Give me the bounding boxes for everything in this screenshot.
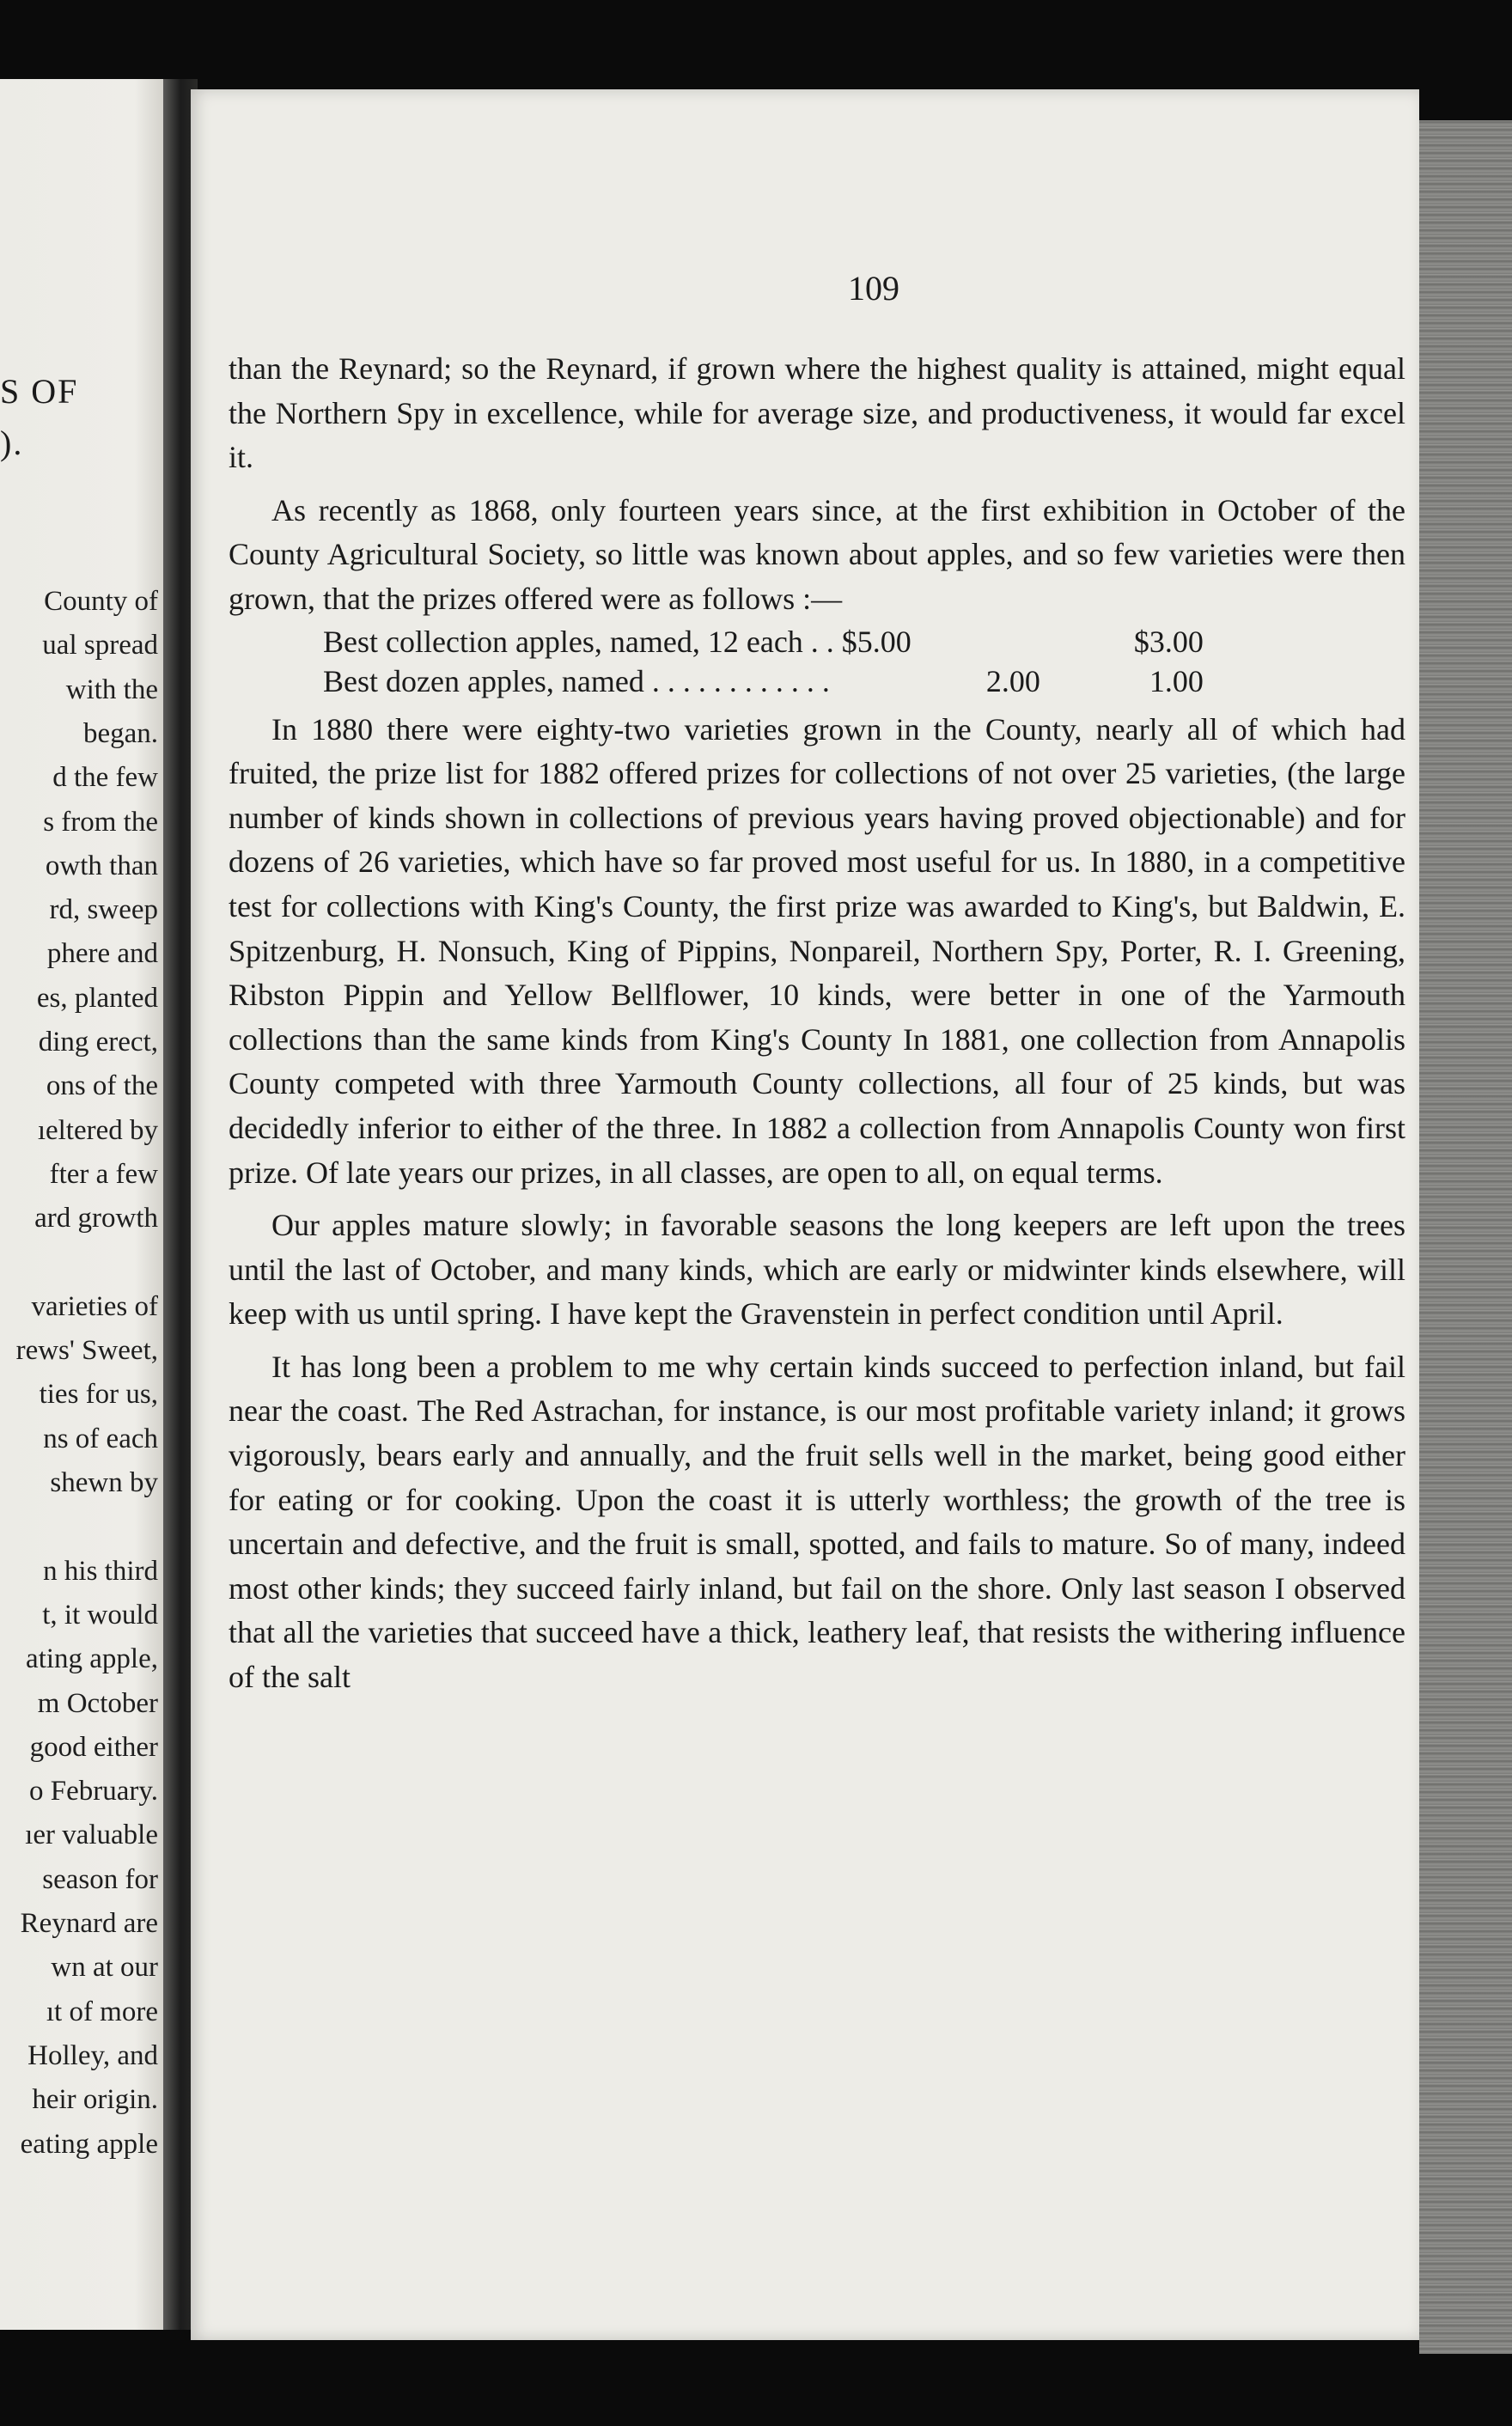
paragraph: In 1880 there were eighty-two varieties grown in the County, nearly all of which had fruited, the prize list for 1882 offered prizes for collections of not over 25 varieties, (the large number of kinds shown in collections of previous years having proved objectionable) and for dozens of 26 varieties, which have so far proved most useful for us. In 1880, in a competitive test for collections with King's County, the first prize was awarded to King's, but Baldwin, E. Spitzenburg, H. Nonsuch, King of Pippins, Nonpareil, Northern Spy, Porter, R. I. Greening, Ribston Pippin and Yellow Bellflower, 10 kinds, were better in one of the Yarmouth collections than the same kinds from King's County In 1881, one collection from Annapolis County competed with three Yarmouth County collections, all four of 25 kinds, but was decidedly inferior to either of the three. In 1882 a collection from Annapolis County won first prize. Of late years our prizes, in all classes, are open to all, on equal terms.	[229, 711, 1405, 1190]
left-page-text-fragment: es, planted	[36, 982, 158, 1014]
left-page-text-fragment: shewn by	[50, 1467, 158, 1498]
left-page-text-fragment: good either	[29, 1731, 158, 1763]
left-page-text-fragment: s from the	[43, 806, 158, 838]
paragraph: than the Reynard; so the Reynard, if grown where the highest quality is attained, might equal the Northern Spy in excellence, while for average size, and productiveness, it would far excel it.	[229, 351, 1405, 475]
left-page-text-fragment: m October	[37, 1687, 158, 1719]
left-page-text-fragment: rd, sweep	[49, 894, 158, 926]
prize-first	[911, 622, 1040, 661]
page-stack-edge	[1419, 120, 1512, 2354]
left-page-text-fragment: ating apple,	[26, 1643, 158, 1675]
page-body	[229, 347, 1405, 1700]
left-page-text-fragment: o February.	[29, 1776, 158, 1807]
left-page-text-fragment: fter a few	[49, 1158, 158, 1190]
left-page-text-fragment: rews' Sweet,	[15, 1335, 158, 1367]
left-page-heading-line: ).	[0, 424, 24, 462]
page-number: 109	[848, 269, 899, 308]
prize-label: Best dozen apples, named . . . . . . . . . . . .	[323, 663, 830, 698]
left-page-text-fragment: County of	[44, 586, 158, 617]
paragraph: It has long been a problem to me why certain kinds succeed to perfection inland, but fail near the coast. The Red Astrachan, for instance, is our most profitable variety inland; it grows vigorously, bears early and annually, and the fruit sells well in the market, being good either for eating or for cooking. Upon the coast it is utterly worthless; the growth of the tree is uncertain and defective, and the fruit is small, spotted, and fails to mature. So of many, indeed most other kinds; they succeed fairly inland, but fail on the shore. Only last season I observed that all the varieties that succeed have a thick, leathery leaf, that resists the withering influence of the salt	[229, 1349, 1405, 1695]
book-page	[191, 89, 1419, 2340]
left-page-text-fragment: eating apple	[20, 2128, 158, 2160]
left-page-text-fragment: heir origin.	[32, 2084, 158, 2116]
left-page-text-fragment: ard growth	[34, 1203, 158, 1234]
prize-row	[323, 661, 1204, 701]
paragraph: Our apples mature slowly; in favorable seasons the long keepers are left upon the trees until the last of October, and many kinds, which are early or midwinter kinds elsewhere, will keep with us until spring. I have kept the Gravenstein in perfect condition until April.	[229, 1208, 1405, 1332]
left-page-text-fragment: ual spread	[42, 630, 158, 661]
left-page-text-fragment: owth than	[45, 850, 158, 881]
prize-table	[323, 622, 1204, 701]
left-page-fragment	[0, 79, 168, 2330]
left-page-heading-line: S OF	[0, 372, 79, 411]
prize-second: $3.00	[1133, 624, 1204, 659]
left-page-text-fragment: t, it would	[42, 1599, 158, 1631]
left-page-text-fragment: varieties of	[31, 1290, 158, 1322]
prize-second: 1.00	[1149, 663, 1204, 698]
left-page-text-fragment: wn at our	[51, 1952, 158, 1984]
left-page-text-fragment: ıt of more	[46, 1996, 158, 2027]
left-page-text-fragment: ıeltered by	[37, 1114, 158, 1146]
left-page-text-fragment: began.	[82, 717, 158, 749]
prize-first: 2.00	[985, 663, 1040, 698]
paragraph: As recently as 1868, only fourteen years since, at the first exhibition in October of the County Agricultural Society, so little was known about apples, and so few varieties were then grown, that the prizes offered were as follows :—	[229, 492, 1405, 616]
left-page-text-fragment: phere and	[46, 938, 158, 970]
left-page-text-fragment: ns of each	[43, 1423, 158, 1454]
prize-label: Best collection apples, named, 12 each . . $5.00	[323, 624, 911, 659]
left-page-text-fragment: season for	[42, 1863, 158, 1895]
left-page-text-fragment: Holley, and	[27, 2039, 158, 2071]
left-page-text-fragment: ıer valuable	[25, 1820, 158, 1851]
left-page-text-fragment: ties for us,	[39, 1379, 158, 1411]
prize-row	[323, 622, 1204, 661]
left-page-text-fragment: d the few	[52, 762, 158, 794]
left-page-text-fragment: n his third	[43, 1555, 158, 1587]
left-page-text-fragment: ons of the	[46, 1070, 158, 1102]
left-page-text-fragment: ding erect,	[38, 1027, 158, 1058]
left-page-text-fragment: with the	[65, 674, 158, 705]
left-page-text-fragment: Reynard are	[20, 1908, 158, 1939]
